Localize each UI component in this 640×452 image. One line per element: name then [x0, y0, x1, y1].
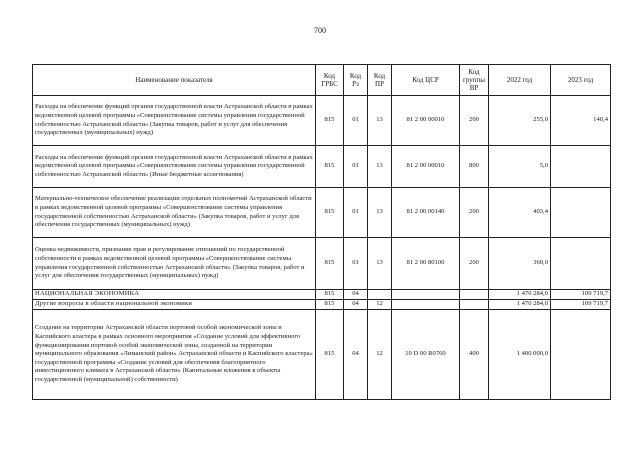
- budget-table: [32, 64, 611, 400]
- row-rz: 04: [344, 300, 368, 310]
- row-name: Расходы на обеспечение функций органов государственной власти Астраханской области в рамках ведомственной целевой программы «Совершенствование системы управления государственной собственностью Астраханской области» (Закупка товаров, работ и услуг для обеспечения государственных (муниципальных) нужд): [33, 96, 316, 146]
- row-vr: 200: [460, 96, 489, 146]
- row-grbs: 815: [316, 238, 344, 290]
- row-name: Материально-техническое обеспечение реализации отдельных полномочий Астраханской области в рамках ведомственной целевой программы «Совершенствование системы управления государственной собственностью Астраханской области» (Закупка товаров, работ и услуг для обеспечения государственных (муниципальных) нужд): [33, 188, 316, 238]
- row-vr: 400: [460, 310, 489, 400]
- row-2023: 109 719,7: [551, 290, 611, 300]
- row-grbs: 815: [316, 96, 344, 146]
- row-2023: [551, 238, 611, 290]
- header-vr: Код группы ВР: [460, 65, 489, 96]
- row-csr: 19 D 00 R0760: [392, 310, 460, 400]
- row-name: Создание на территории Астраханской области портовой особой экономической зоны и Каспийского кластера в рамках основного мероприятия «Создание условий для эффективного функционирования портовой особой экономической зоны, созданной на территории муниципального образования «Лиманский район» Астраханской области и Каспийского кластера» государственной программы «Создание условий для обеспечения благоприятного инвестиционного климата в Астраханской области» (Капитальные вложения в объекты государственной (муниципальной) собственности): [33, 310, 316, 400]
- row-2023: [551, 188, 611, 238]
- page-number: 700: [314, 26, 326, 35]
- row-2022: 360,0: [489, 238, 551, 290]
- table-row: [33, 238, 611, 290]
- row-rz: 04: [344, 290, 368, 300]
- row-name: Расходы на обеспечение функций органов государственной власти Астраханской области в рамках ведомственной целевой программы «Совершенствование системы управления государственной собственностью Астраханской области» (Иные бюджетные ассигнования): [33, 146, 316, 188]
- table-row: [33, 146, 611, 188]
- row-pr: 12: [368, 300, 392, 310]
- row-csr: 81 2 00 80100: [392, 238, 460, 290]
- row-pr: 13: [368, 188, 392, 238]
- table-row: [33, 310, 611, 400]
- row-grbs: 815: [316, 310, 344, 400]
- row-csr: 81 2 00 00140: [392, 188, 460, 238]
- row-rz: 01: [344, 146, 368, 188]
- header-2022: 2022 год: [489, 65, 551, 96]
- row-grbs: 815: [316, 290, 344, 300]
- table-row: [33, 188, 611, 238]
- header-csr: Код ЦСР: [392, 65, 460, 96]
- header-rz: Код Рз: [344, 65, 368, 96]
- row-2022: 1 470 284,0: [489, 300, 551, 310]
- header-grbs: Код ГРБС: [316, 65, 344, 96]
- table-header-row: [33, 65, 611, 96]
- row-2022: 1 470 284,0: [489, 290, 551, 300]
- row-rz: 04: [344, 310, 368, 400]
- row-2023: [551, 146, 611, 188]
- header-2023: 2023 год: [551, 65, 611, 96]
- row-rz: 01: [344, 238, 368, 290]
- row-csr: [392, 300, 460, 310]
- row-vr: 800: [460, 146, 489, 188]
- row-vr: [460, 300, 489, 310]
- row-2022: 5,0: [489, 146, 551, 188]
- row-csr: [392, 290, 460, 300]
- row-grbs: 815: [316, 188, 344, 238]
- row-pr: 13: [368, 146, 392, 188]
- table-row: [33, 96, 611, 146]
- table-row: [33, 290, 611, 300]
- row-grbs: 815: [316, 300, 344, 310]
- row-rz: 01: [344, 96, 368, 146]
- row-csr: 81 2 00 00010: [392, 146, 460, 188]
- row-name: Оценка недвижимости, признание прав и регулирование отношений по государственной собственности в рамках ведомственной целевой программы «Совершенствование системы управления государственной собственностью Астраханской области» (Закупка товаров, работ и услуг для обеспечения государственных (муниципальных) нужд): [33, 238, 316, 290]
- row-2022: 1 400 000,0: [489, 310, 551, 400]
- row-2022: 255,0: [489, 96, 551, 146]
- row-vr: 200: [460, 188, 489, 238]
- row-rz: 01: [344, 188, 368, 238]
- row-2023: 140,4: [551, 96, 611, 146]
- row-pr: [368, 290, 392, 300]
- row-2023: 109 719,7: [551, 300, 611, 310]
- row-name: НАЦИОНАЛЬНАЯ ЭКОНОМИКА: [33, 290, 316, 300]
- header-name: Наименование показателя: [33, 65, 316, 96]
- row-pr: 13: [368, 238, 392, 290]
- row-pr: 13: [368, 96, 392, 146]
- row-pr: 12: [368, 310, 392, 400]
- row-2023: [551, 310, 611, 400]
- row-csr: 81 2 00 00010: [392, 96, 460, 146]
- table-row: [33, 300, 611, 310]
- row-name: Другие вопросы в области национальной экономики: [33, 300, 316, 310]
- row-2022: 403,4: [489, 188, 551, 238]
- row-grbs: 815: [316, 146, 344, 188]
- row-vr: 200: [460, 238, 489, 290]
- header-pr: Код ПР: [368, 65, 392, 96]
- row-vr: [460, 290, 489, 300]
